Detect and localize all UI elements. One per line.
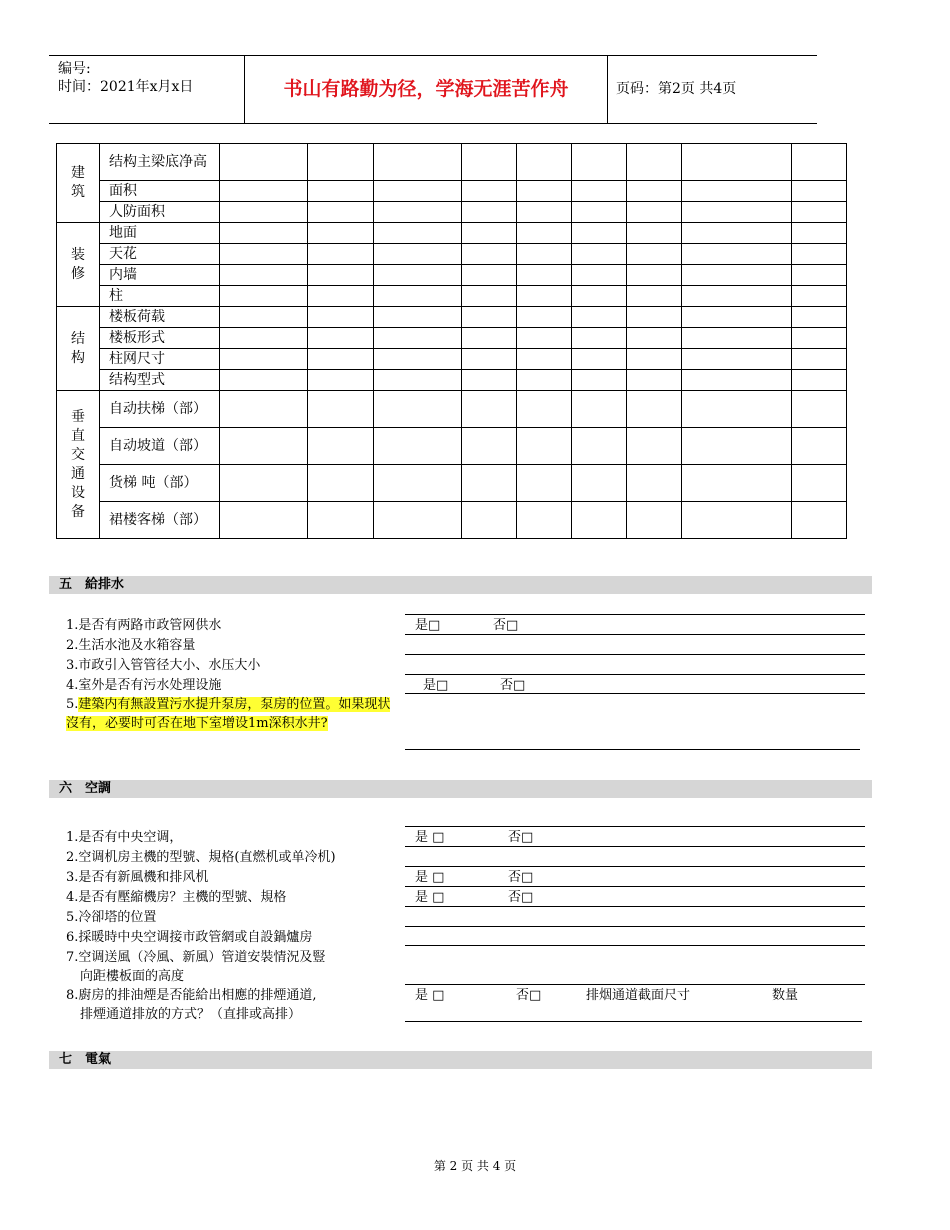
table-cell[interactable] [308,181,374,202]
table-item-label: 天花 [100,244,220,265]
document-time-label: 时间：2021年x月x日 [58,79,194,95]
table-cell[interactable] [462,349,517,370]
table-cell[interactable] [462,144,517,181]
table-cell[interactable] [517,370,572,391]
table-row [57,349,847,370]
table-group-text: 建筑 [71,165,85,200]
table-cell[interactable] [627,181,682,202]
table-cell[interactable] [517,307,572,328]
table-cell[interactable] [517,223,572,244]
table-cell[interactable] [462,265,517,286]
answer-line [405,886,865,887]
table-cell[interactable] [792,349,847,370]
page-header [49,55,817,124]
table-cell[interactable] [572,244,627,265]
s5-question-1: 1.是否有两路市政管网供水 [66,618,222,633]
s5-q1-no-checkbox[interactable]: 否□ [493,618,519,633]
table-cell[interactable] [308,223,374,244]
section-6-title: 六 空調 [49,780,872,798]
building-info-table [56,143,847,539]
table-cell[interactable] [462,202,517,223]
s6-question-3: 3.是否有新風機和排风机 [66,870,209,885]
table-cell[interactable] [517,391,572,428]
table-cell[interactable] [682,144,792,181]
table-item-label: 楼板荷载 [100,307,220,328]
table-cell[interactable] [308,307,374,328]
s6-question-8-line-2: 排煙通道排放的方式？（直排或高排） [80,1007,302,1022]
table-cell[interactable] [627,223,682,244]
s5-q4-no-checkbox[interactable]: 否□ [500,678,526,693]
table-cell[interactable] [627,307,682,328]
table-cell[interactable] [792,286,847,307]
table-cell[interactable] [220,244,308,265]
table-cell[interactable] [627,286,682,307]
table-item-label: 柱网尺寸 [100,349,220,370]
table-cell[interactable] [220,428,308,465]
table-cell[interactable] [374,244,462,265]
table-cell[interactable] [374,181,462,202]
table-cell[interactable] [220,181,308,202]
header-meta [58,60,193,96]
table-cell[interactable] [682,502,792,539]
s6-question-2: 2.空调机房主機的型號、規格(直燃机或单冷机) [66,850,336,865]
table-cell[interactable] [462,181,517,202]
answer-line [405,693,865,694]
table-cell[interactable] [374,391,462,428]
table-cell[interactable] [308,265,374,286]
table-group-label [57,307,100,391]
table-cell[interactable] [682,349,792,370]
table-cell[interactable] [572,465,627,502]
table-cell[interactable] [462,465,517,502]
table-item-label: 面积 [100,181,220,202]
table-cell[interactable] [308,428,374,465]
table-cell[interactable] [572,181,627,202]
s6-q8-yes-checkbox[interactable]: 是 □ [415,988,445,1003]
answer-line [405,984,865,985]
table-row [57,391,847,428]
table-cell[interactable] [572,144,627,181]
table-cell[interactable] [374,349,462,370]
table-cell[interactable] [572,502,627,539]
answer-line [405,906,865,907]
answer-line [405,866,865,867]
table-cell[interactable] [792,307,847,328]
table-item-label: 柱 [100,286,220,307]
table-item-label: 人防面积 [100,202,220,223]
table-cell[interactable] [220,370,308,391]
answer-line [405,826,865,827]
table-cell[interactable] [220,307,308,328]
s6-q4-yes-checkbox[interactable]: 是 □ [415,890,445,905]
table-item-label: 楼板形式 [100,328,220,349]
table-cell[interactable] [308,465,374,502]
table-cell[interactable] [572,223,627,244]
table-cell[interactable] [220,223,308,244]
table-cell[interactable] [517,265,572,286]
table-cell[interactable] [462,370,517,391]
table-cell[interactable] [374,328,462,349]
table-cell[interactable] [682,465,792,502]
table-row [57,307,847,328]
table-row [57,181,847,202]
answer-line [405,674,865,675]
table-cell[interactable] [792,328,847,349]
table-cell[interactable] [627,391,682,428]
table-row [57,202,847,223]
s6-q8-no-checkbox[interactable]: 否□ [516,988,542,1003]
table-cell[interactable] [627,370,682,391]
s6-question-5: 5.冷卻塔的位置 [66,910,157,925]
table-cell[interactable] [462,223,517,244]
table-cell[interactable] [308,202,374,223]
answer-line [405,945,865,946]
table-cell[interactable] [220,465,308,502]
answer-line [405,926,865,927]
table-item-label: 结构型式 [100,370,220,391]
table-group-label [57,223,100,307]
s5-question-5 [66,695,401,733]
table-cell[interactable] [462,502,517,539]
table-cell[interactable] [792,428,847,465]
table-cell[interactable] [627,244,682,265]
table-cell[interactable] [682,265,792,286]
s6-question-7-line-2: 向距樓板面的高度 [80,969,185,984]
table-cell[interactable] [220,202,308,223]
table-row [57,502,847,539]
table-cell[interactable] [627,265,682,286]
table-cell[interactable] [517,349,572,370]
table-cell[interactable] [517,244,572,265]
table-cell[interactable] [792,265,847,286]
table-cell[interactable] [572,370,627,391]
table-cell[interactable] [517,181,572,202]
table-cell[interactable] [517,202,572,223]
table-cell[interactable] [462,307,517,328]
table-cell[interactable] [627,502,682,539]
s6-question-4: 4.是否有壓縮機房？主機的型號、規格 [66,890,287,905]
table-group-label [57,391,100,539]
table-cell[interactable] [517,428,572,465]
table-cell[interactable] [682,370,792,391]
table-cell[interactable] [308,328,374,349]
answer-line [405,654,865,655]
s6-q4-no-checkbox[interactable]: 否□ [508,890,534,905]
table-cell[interactable] [374,202,462,223]
table-cell[interactable] [682,428,792,465]
answer-line [405,1021,862,1022]
table-cell[interactable] [792,181,847,202]
s5-question-4: 4.室外是否有污水处理设施 [66,678,222,693]
table-cell[interactable] [682,202,792,223]
answer-line [405,614,865,615]
table-cell[interactable] [682,286,792,307]
table-item-label: 自动扶梯（部） [100,391,220,428]
table-cell[interactable] [374,502,462,539]
table-cell[interactable] [572,307,627,328]
table-cell[interactable] [792,244,847,265]
table-cell[interactable] [572,328,627,349]
table-row [57,465,847,502]
s6-question-6: 6.採暖時中央空调接市政管網或自設鍋爐房 [66,930,313,945]
table-cell[interactable] [572,428,627,465]
table-cell[interactable] [308,144,374,181]
table-cell[interactable] [572,349,627,370]
s6-q3-no-checkbox[interactable]: 否□ [508,870,534,885]
table-cell[interactable] [220,349,308,370]
section-7-title: 七 電氣 [49,1051,872,1069]
s5-question-5-text: 建築内有無設置污水提升泵房，泵房的位置。如果现状沒有，必要时可否在地下室增设1m深积水井? [66,697,391,731]
table-group-text: 垂直交通设备 [71,408,85,520]
page-footer: 第 2 页 共 4 页 [433,1159,517,1173]
s5-question-3: 3.市政引入管管径大小、水压大小 [66,658,261,673]
table-cell[interactable] [308,370,374,391]
table-cell[interactable] [627,328,682,349]
table-row [57,286,847,307]
table-cell[interactable] [572,391,627,428]
table-cell[interactable] [682,223,792,244]
header-motto: 书山有路勤为径，学海无涯苦作舟 [283,78,569,100]
answer-line [405,634,865,635]
table-cell[interactable] [308,502,374,539]
table-row [57,144,847,181]
table-cell[interactable] [572,286,627,307]
table-cell[interactable] [572,265,627,286]
table-cell[interactable] [682,328,792,349]
s6-q1-yes-checkbox[interactable]: 是 □ [415,830,445,845]
table-cell[interactable] [682,244,792,265]
table-cell[interactable] [682,181,792,202]
table-cell[interactable] [374,307,462,328]
table-cell[interactable] [792,202,847,223]
s6-q8-quantity-label: 数量 [772,988,799,1003]
table-cell[interactable] [792,223,847,244]
table-cell[interactable] [308,286,374,307]
table-cell[interactable] [220,502,308,539]
s6-question-1: 1.是否有中央空调， [66,830,183,845]
table-cell[interactable] [517,328,572,349]
answer-line [405,846,865,847]
document-number-label: 编号: [58,61,91,77]
table-cell[interactable] [627,202,682,223]
table-cell[interactable] [374,465,462,502]
table-cell[interactable] [374,370,462,391]
table-cell[interactable] [792,391,847,428]
table-row [57,223,847,244]
answer-line [405,749,860,750]
table-row [57,265,847,286]
table-cell[interactable] [220,144,308,181]
table-cell[interactable] [682,391,792,428]
table-cell[interactable] [462,244,517,265]
table-item-label: 货梯 吨（部） [100,465,220,502]
table-group-text: 结构 [71,330,85,366]
s5-q1-yes-checkbox[interactable]: 是□ [415,618,441,633]
table-cell[interactable] [308,349,374,370]
table-cell[interactable] [792,370,847,391]
table-cell[interactable] [517,144,572,181]
table-row [57,428,847,465]
s6-q8-size-label: 排烟通道截面尺寸 [586,988,691,1003]
table-cell[interactable] [374,223,462,244]
s5-q4-yes-checkbox[interactable]: 是□ [423,678,449,693]
table-cell[interactable] [792,465,847,502]
table-cell[interactable] [462,328,517,349]
table-cell[interactable] [220,328,308,349]
table-item-label: 裙楼客梯（部） [100,502,220,539]
table-cell[interactable] [792,502,847,539]
s6-question-8-line-1: 8.廚房的排油煙是否能給出相應的排煙通道, [66,988,317,1003]
table-cell[interactable] [308,391,374,428]
table-row [57,244,847,265]
section-5-title: 五 給排水 [49,576,872,594]
table-cell[interactable] [220,286,308,307]
table-cell[interactable] [308,244,374,265]
table-cell[interactable] [220,265,308,286]
table-cell[interactable] [374,265,462,286]
table-cell[interactable] [627,144,682,181]
table-row [57,370,847,391]
table-cell[interactable] [374,144,462,181]
s5-question-2: 2.生活水池及水箱容量 [66,638,196,653]
header-divider [607,56,608,123]
table-row [57,328,847,349]
table-cell[interactable] [682,307,792,328]
table-cell[interactable] [517,502,572,539]
table-cell[interactable] [462,391,517,428]
table-group-label [57,144,100,223]
table-cell[interactable] [462,286,517,307]
table-item-label: 内墙 [100,265,220,286]
table-cell[interactable] [627,428,682,465]
table-cell[interactable] [627,349,682,370]
table-cell[interactable] [792,144,847,181]
s6-q1-no-checkbox[interactable]: 否□ [508,830,534,845]
s5-question-5-number: 5. [66,697,79,712]
table-group-text: 装修 [71,246,85,282]
table-cell[interactable] [374,286,462,307]
table-cell[interactable] [374,428,462,465]
table-cell[interactable] [517,465,572,502]
table-cell[interactable] [627,465,682,502]
s6-q3-yes-checkbox[interactable]: 是 □ [415,870,445,885]
table-item-label: 自动坡道（部） [100,428,220,465]
table-item-label: 结构主梁底净高 [100,144,220,181]
table-cell[interactable] [517,286,572,307]
table-cell[interactable] [462,428,517,465]
header-page-number: 页码：第2页 共4页 [616,81,737,97]
table-item-label: 地面 [100,223,220,244]
table-cell[interactable] [220,391,308,428]
table-cell[interactable] [572,202,627,223]
s6-question-7-line-1: 7.空调送風（冷風、新風）管道安裝情況及豎 [66,950,326,965]
